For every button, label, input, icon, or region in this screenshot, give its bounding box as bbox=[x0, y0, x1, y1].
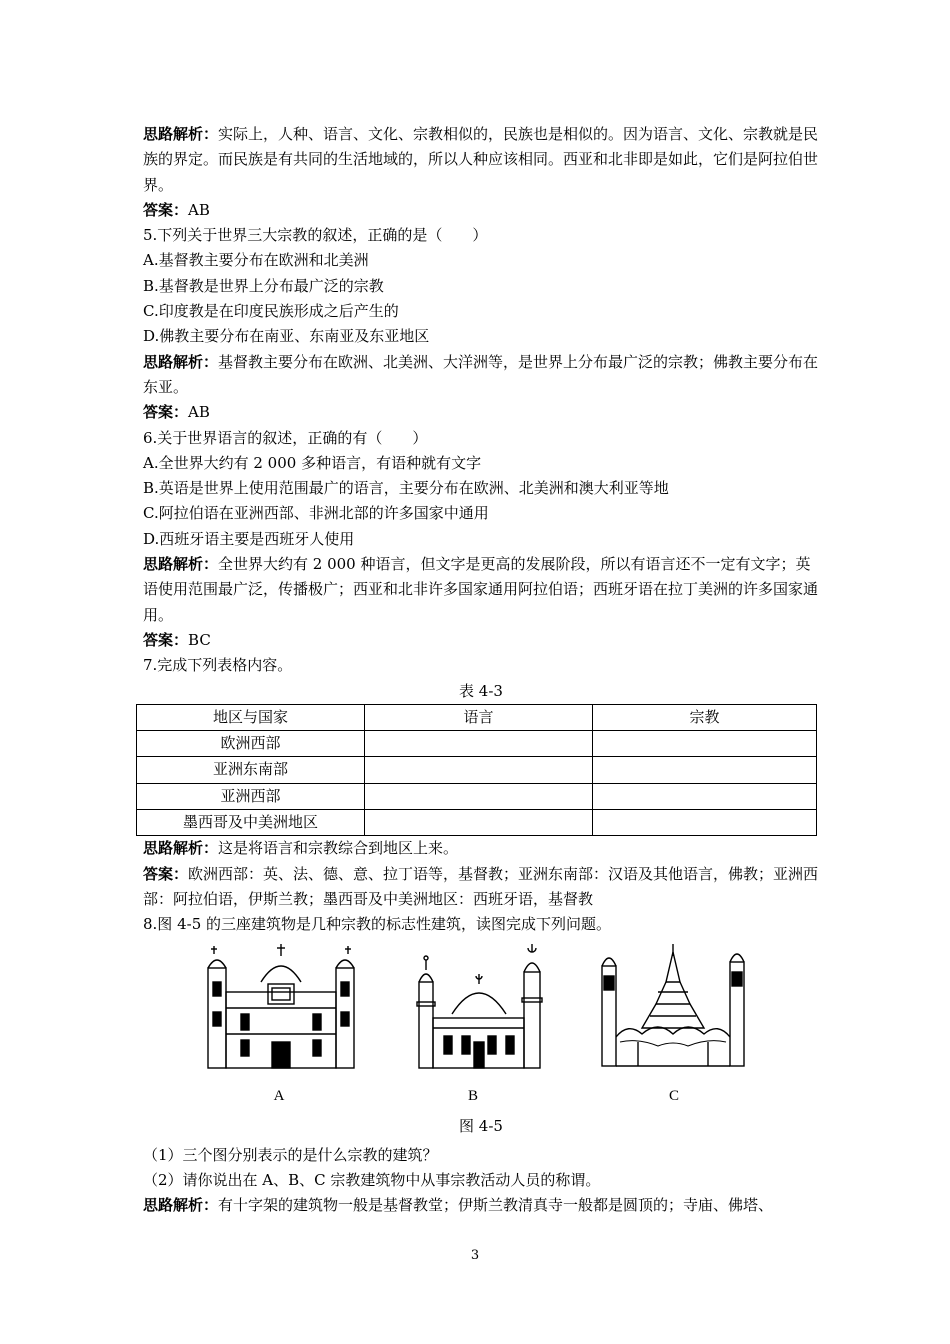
q6-option-c: C.阿拉伯语在亚洲西部、非洲北部的许多国家中通用 bbox=[143, 504, 489, 523]
q8-stem: 8.图 4-5 的三座建筑物是几种宗教的标志性建筑，读图完成下列问题。 bbox=[143, 915, 612, 934]
table-cell-empty bbox=[593, 757, 817, 783]
table-cell-region: 亚洲东南部 bbox=[137, 757, 365, 783]
table-cell-empty bbox=[365, 810, 593, 836]
table-header-cell: 语言 bbox=[365, 704, 593, 730]
table-row bbox=[137, 783, 817, 809]
q5-option-c: C.印度教是在印度民族形成之后产生的 bbox=[143, 302, 399, 321]
q4-analysis: 思路解析：实际上，人种、语言、文化、宗教相似的，民族也是相似的。因为语言、文化、宗教就是民族的界定。而民族是有共同的生活地域的，所以人种应该相同。西亚和北非即是如此，它们是阿拉伯世界。 bbox=[143, 125, 819, 194]
q6-option-b: B.英语是世界上使用范围最广的语言，主要分布在欧洲、北美洲和澳大利亚等地 bbox=[143, 479, 669, 498]
q6-option-d: D.西班牙语主要是西班牙人使用 bbox=[143, 529, 355, 548]
q6-answer: 答案：BC bbox=[143, 630, 211, 649]
table-header-cell: 地区与国家 bbox=[137, 704, 365, 730]
figure-label-c: C bbox=[668, 1087, 679, 1104]
church-illustration bbox=[206, 942, 356, 1072]
table-cell-empty bbox=[593, 731, 817, 757]
q4-answer: 答案：AB bbox=[143, 200, 210, 219]
q6-stem: 6.关于世界语言的叙述，正确的有（ ） bbox=[143, 428, 428, 447]
table-cell-empty bbox=[365, 783, 593, 809]
table-row bbox=[137, 757, 817, 783]
table-cell-empty bbox=[593, 783, 817, 809]
q8-sub2: （2）请你说出在 A、B、C 宗教建筑物中从事宗教活动人员的称谓。 bbox=[143, 1171, 601, 1190]
table-cell-empty bbox=[593, 810, 817, 836]
table-row bbox=[137, 731, 817, 757]
figure-caption: 图 4-5 bbox=[459, 1116, 503, 1135]
table-cell-region: 墨西哥及中美洲地区 bbox=[137, 810, 365, 836]
q5-option-b: B.基督教是世界上分布最广泛的宗教 bbox=[143, 276, 384, 295]
figure-label-b: B bbox=[467, 1087, 478, 1104]
page-number: 3 bbox=[470, 1248, 480, 1263]
q5-stem: 5.下列关于世界三大宗教的叙述，正确的是（ ） bbox=[143, 226, 488, 245]
q5-option-a: A.基督教主要分布在欧洲和北美洲 bbox=[143, 251, 369, 270]
page-content bbox=[143, 122, 819, 1219]
q7-stem: 7.完成下列表格内容。 bbox=[143, 656, 293, 675]
table-caption: 表 4-3 bbox=[459, 681, 503, 700]
q5-option-d: D.佛教主要分布在南亚、东南亚及东亚地区 bbox=[143, 327, 430, 346]
table-row bbox=[137, 810, 817, 836]
table-cell-region: 欧洲西部 bbox=[137, 731, 365, 757]
figure-label-a: A bbox=[273, 1087, 285, 1104]
q5-analysis: 思路解析：基督教主要分布在欧洲、北美洲、大洋洲等，是世界上分布最广泛的宗教；佛教主要分布在东亚。 bbox=[143, 352, 819, 396]
region-table bbox=[136, 704, 817, 836]
table-cell-empty bbox=[365, 757, 593, 783]
table-cell-region: 亚洲西部 bbox=[137, 783, 365, 809]
q6-analysis: 思路解析：全世界大约有 2 000 种语言，但文字是更高的发展阶段，所以有语言还不一定有文字；英语使用范围最广泛，传播极广；西亚和北非许多国家通用阿拉伯语；西班牙语在拉丁美洲的许多国家通用。 bbox=[143, 555, 819, 624]
q8-analysis: 思路解析：有十字架的建筑物一般是基督教堂；伊斯兰教清真寺一般都是圆顶的；寺庙、佛塔、 bbox=[143, 1196, 774, 1215]
table-header-row bbox=[137, 704, 817, 730]
q7-answer: 答案：欧洲西部：英、法、德、意、拉丁语等，基督教；亚洲东南部：汉语及其他语言，佛教；亚洲西部：阿拉伯语，伊斯兰教；墨西哥及中美洲地区：西班牙语，基督教 bbox=[143, 864, 819, 908]
q6-option-a: A.全世界大约有 2 000 多种语言，有语种就有文字 bbox=[143, 453, 482, 472]
mosque-illustration bbox=[404, 942, 554, 1072]
q5-answer: 答案：AB bbox=[143, 403, 210, 422]
q7-analysis: 思路解析：这是将语言和宗教综合到地区上来。 bbox=[143, 839, 459, 858]
building-figures bbox=[143, 942, 819, 1104]
table-cell-empty bbox=[365, 731, 593, 757]
table-header-cell: 宗教 bbox=[593, 704, 817, 730]
pagoda-illustration bbox=[598, 942, 748, 1072]
q8-sub1: （1）三个图分别表示的是什么宗教的建筑？ bbox=[143, 1145, 438, 1164]
